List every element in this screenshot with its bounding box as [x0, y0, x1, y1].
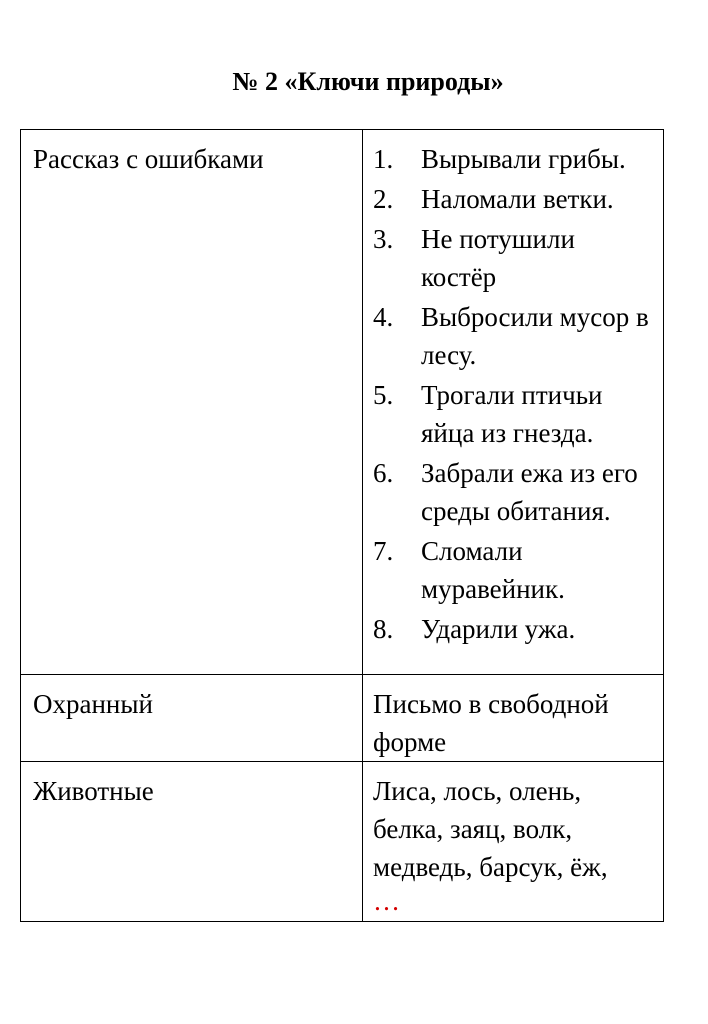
- row-value-cell: [363, 762, 664, 922]
- row-label: Животные: [21, 762, 363, 922]
- item-number: 3.: [373, 224, 394, 254]
- error-list: [373, 140, 655, 648]
- table-row: [21, 675, 664, 762]
- item-text: Сломали муравейник.: [421, 536, 565, 604]
- row-value: Письмо в свободной форме: [363, 675, 664, 762]
- row-label: Охранный: [21, 675, 363, 762]
- item-number: 5.: [373, 380, 394, 410]
- item-text: Забрали ежа из его среды обитания.: [421, 458, 638, 526]
- row-label: Рассказ с ошибками: [21, 130, 363, 675]
- table-row: [21, 762, 664, 922]
- item-number: 8.: [373, 614, 394, 644]
- item-text: Вырывали грибы.: [421, 144, 626, 174]
- list-item: [373, 610, 655, 648]
- item-number: 6.: [373, 458, 394, 488]
- list-item: [373, 140, 655, 178]
- list-item: [373, 220, 655, 296]
- row-value-cell: [363, 130, 664, 675]
- item-text: Ударили ужа.: [421, 614, 576, 644]
- list-item: [373, 180, 655, 218]
- ellipsis-mark: …: [373, 886, 400, 916]
- item-text: Трогали птичьи яйца из гнезда.: [421, 380, 603, 448]
- page-title: № 2 «Ключи природы»: [232, 67, 504, 96]
- list-item: [373, 454, 655, 530]
- item-number: 2.: [373, 184, 394, 214]
- list-item: [373, 376, 655, 452]
- table-row: [21, 130, 664, 675]
- item-text: Выбросили мусор в лесу.: [421, 302, 649, 370]
- item-number: 1.: [373, 144, 394, 174]
- item-number: 7.: [373, 536, 394, 566]
- item-text: Не потушили костёр: [421, 224, 575, 292]
- list-item: [373, 298, 655, 374]
- item-number: 4.: [373, 302, 394, 332]
- list-item: [373, 532, 655, 608]
- answers-table: [20, 129, 664, 922]
- item-text: Наломали ветки.: [421, 184, 614, 214]
- row-value: Лиса, лось, олень, белка, заяц, волк, медведь, барсук, ёж,: [373, 776, 608, 882]
